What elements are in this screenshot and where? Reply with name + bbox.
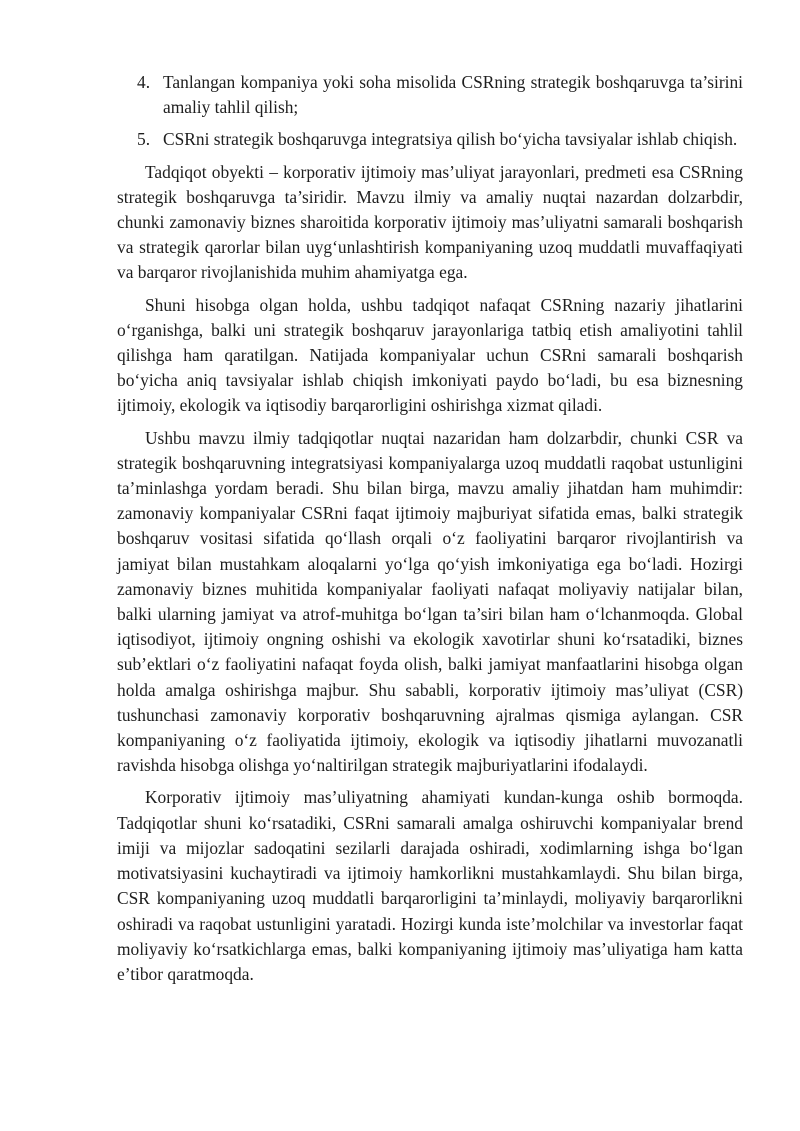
list-item-number: 5.: [137, 129, 151, 150]
list-item-text: CSRni strategik boshqaruvga integratsiya qilish bo‘yicha tavsiyalar ishlab chiqish.: [163, 129, 738, 150]
list-item: [117, 127, 743, 152]
paragraph-csr-importance: Korporativ ijtimoiy mas’uliyatning ahamiyati kundan-kunga oshib bormoqda. Tadqiqotlar shuni ko‘rsatadiki, CSRni samarali amalga oshiruvchi kompaniyalar brend imiji va mijozlar sadoqatini sezilarli darajada oshiradi, xodimlarning ishga bo‘lgan motivatsiyasini kuchaytiradi va ijtimoiy hamkorlikni mustahkamlaydi. Shu bilan birga, CSR kompaniyaning uzoq muddatli barqarorligini ta’minlaydi, moliyaviy barqarorlikni oshiradi va raqobat ustunligini yaratadi. Hozirgi kunda iste’molchilar va investorlar faqat moliyaviy ko‘rsatkichlarga emas, balki kompaniyaning ijtimoiy mas’uliyatiga ham katta e’tibor qaratmoqda.: [117, 787, 743, 984]
paragraph-relevance: Ushbu mavzu ilmiy tadqiqotlar nuqtai nazaridan ham dolzarbdir, chunki CSR va strategik boshqaruvning integratsiyasi kompaniyalarga uzoq muddatli raqobat ustunligini ta’minlashga yordam beradi. Shu bilan birga, mavzu amaliy jihatdan ham muhimdir: zamonaviy kompaniyalar CSRni faqat ijtimoiy majburiyat sifatida emas, balki strategik boshqaruv vositasi sifatida qo‘llash orqali o‘z faoliyatini barqaror rivojlantirish va jamiyat bilan mustahkam aloqalarni yo‘lga qo‘yish imkoniyatiga ega bo‘ladi. Hozirgi zamonaviy biznes muhitida kompaniyalar faoliyati nafaqat moliyaviy natijalar bilan, balki ularning jamiyat va atrof-muhitga bo‘lgan ta’siri bilan ham o‘lchanmoqda. Global iqtisodiyot, ijtimoiy ongning oshishi va ekologik xavotirlar shuni ko‘rsatadiki, biznes sub’ektlari o‘z faoliyatini nafaqat foyda olish, balki jamiyat manfaatlarini hisobga olgan holda amalga oshirishga majbur. Shu sababli, korporativ ijtimoiy mas’uliyat (CSR) tushunchasi zamonaviy korporativ boshqaruvning ajralmas qismiga aylangan. CSR kompaniyaning o‘z faoliyatida ijtimoiy, ekologik va iqtisodiy jihatlarni muvozanatli ravishda hisobga olishga yo‘naltirilgan strategik majburiyatlarini ifodalaydi.: [117, 427, 743, 776]
list-item-number: 4.: [137, 72, 151, 92]
paragraph-research-scope: Shuni hisobga olgan holda, ushbu tadqiqot nafaqat CSRning nazariy jihatlarini o‘rganishga, balki uni strategik boshqaruv jarayonlariga tatbiq etish amaliyotini tahlil qilishga ham qaratilgan. Natijada kompaniyalar uchun CSRni samarali boshqarish bo‘yicha aniq tavsiyalar ishlab chiqish imkoniyati paydo bo‘ladi, bu esa biznesning ijtimoiy, ekologik va iqtisodiy barqarorligini oshirishga xizmat qiladi.: [117, 294, 743, 416]
objectives-list: [117, 70, 743, 153]
page-body: [117, 70, 743, 994]
list-item-text: Tanlangan kompaniya yoki soha misolida CSRning strategik boshqaruvga ta’sirini amaliy tahlil qilish;: [163, 72, 743, 118]
paragraph-research-object: Tadqiqot obyekti – korporativ ijtimoiy mas’uliyat jarayonlari, predmeti esa CSRning strategik boshqaruvga ta’siridir. Mavzu ilmiy va amaliy nuqtai nazardan dolzarbdir, chunki zamonaviy biznes sharoitida korporativ ijtimoiy mas’uliyatni samarali boshqarish va strategik qarorlar bilan uyg‘unlashtirish kompaniyaning uzoq muddatli muvaffaqiyati va barqaror rivojlanishida muhim ahamiyatga ega.: [117, 161, 743, 283]
list-item: [117, 70, 743, 120]
